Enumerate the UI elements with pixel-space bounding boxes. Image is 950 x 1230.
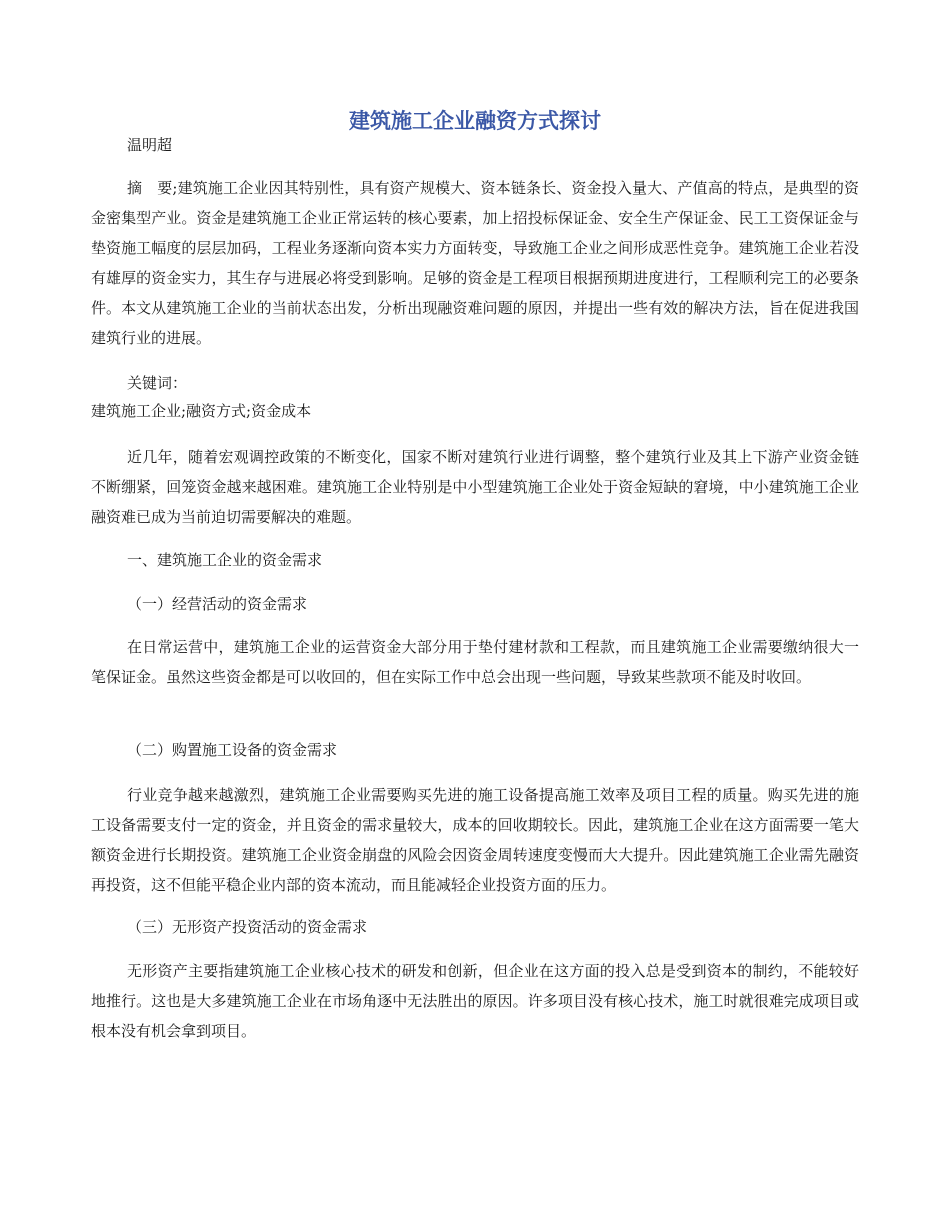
author-name: 温明超: [127, 136, 173, 154]
keywords-list: 建筑施工企业;融资方式;资金成本: [91, 402, 312, 420]
subsection-body-3: 无形资产主要指建筑施工企业核心技术的研发和创新，但企业在这方面的投入总是受到资本的制约，不能较好地推行。这也是大多建筑施工企业在市场角逐中无法胜出的原因。许多项目没有核心技术，施工时就很难完成项目或根本没有机会拿到项目。: [91, 962, 859, 1040]
section-heading-1: 一、建筑施工企业的资金需求: [127, 551, 323, 569]
subsection-heading-2: （二）购置施工设备的资金需求: [127, 741, 338, 759]
subsection-heading-1: （一）经营活动的资金需求: [127, 595, 308, 613]
abstract-paragraph: 摘 要;建筑施工企业因其特别性，具有资产规模大、资本链条长、资金投入量大、产值高的特点，是典型的资金密集型产业。资金是建筑施工企业正常运转的核心要素，加上招投标保证金、安全生产保证金、民工工资保证金与垫资施工幅度的层层加码，工程业务逐渐向资本实力方面转变，导致施工企业之间形成恶性竞争。建筑施工企业若没有雄厚的资金实力，其生存与进展必将受到影响。足够的资金是工程项目根据预期进度进行，工程顺利完工的必要条件。本文从建筑施工企业的当前状态出发，分析出现融资难问题的原因，并提出一些有效的解决方法，旨在促进我国建筑行业的进展。: [91, 179, 859, 347]
document-title: 建筑施工企业融资方式探讨: [349, 108, 601, 133]
keywords-label: 关键词：: [127, 374, 188, 392]
subsection-body-2: 行业竞争越来越激烈，建筑施工企业需要购买先进的施工设备提高施工效率及项目工程的质量。购买先进的施工设备需要支付一定的资金，并且资金的需求量较大，成本的回收期较长。因此，建筑施工企业在这方面需要一笔大额资金进行长期投资。建筑施工企业资金崩盘的风险会因资金周转速度变慢而大大提升。因此建筑施工企业需先融资再投资，这不但能平稳企业内部的资本流动，而且能减轻企业投资方面的压力。: [91, 786, 859, 894]
intro-paragraph: 近几年，随着宏观调控政策的不断变化，国家不断对建筑行业进行调整，整个建筑行业及其上下游产业资金链不断绷紧，回笼资金越来越困难。建筑施工企业特别是中小型建筑施工企业处于资金短缺的窘境，中小建筑施工企业融资难已成为当前迫切需要解决的难题。: [91, 448, 859, 526]
subsection-heading-3: （三）无形资产投资活动的资金需求: [127, 918, 368, 936]
subsection-body-1: 在日常运营中，建筑施工企业的运营资金大部分用于垫付建材款和工程款，而且建筑施工企业需要缴纳很大一笔保证金。虽然这些资金都是可以收回的，但在实际工作中总会出现一些问题，导致某些款项不能及时收回。: [91, 638, 859, 686]
